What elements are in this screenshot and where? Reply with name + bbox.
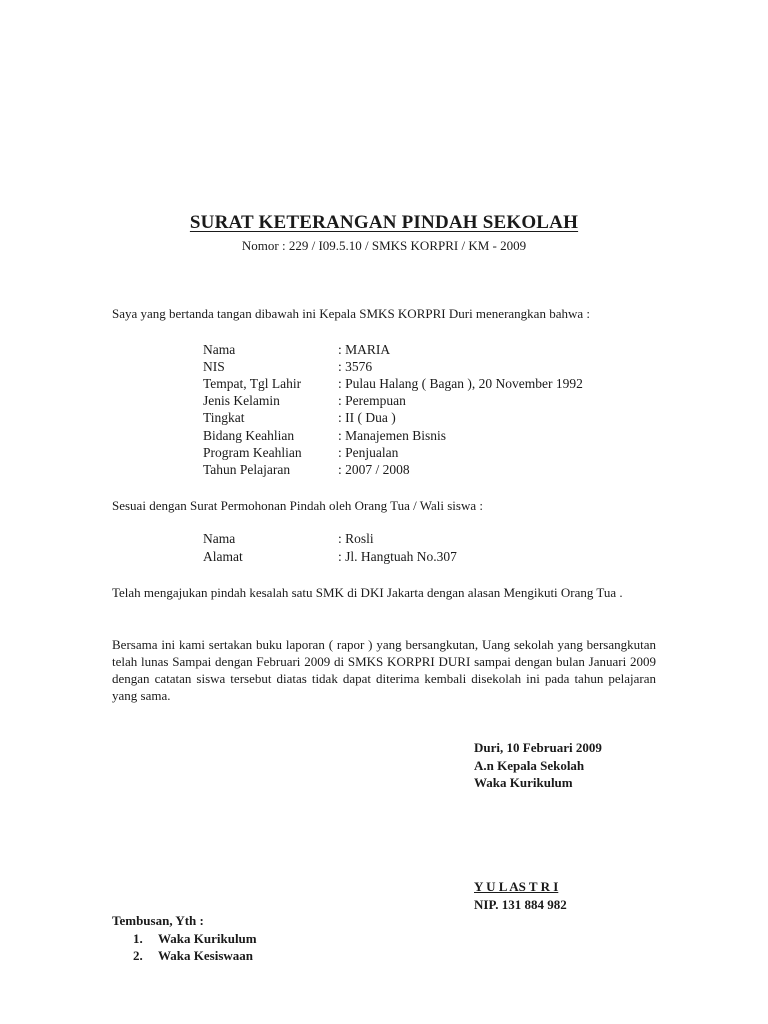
- intro-text: Saya yang bertanda tangan dibawah ini Kepala SMKS KORPRI Duri menerangkan bahwa :: [112, 306, 590, 321]
- student-label-level: Tingkat: [203, 410, 245, 425]
- parent-value-name: : Rosli: [338, 531, 374, 546]
- cc-item-text: Waka Kurikulum: [158, 931, 257, 946]
- student-label-field: Bidang Keahlian: [203, 428, 295, 443]
- student-label-year: Tahun Pelajaran: [203, 462, 291, 477]
- student-label-nis: NIS: [203, 359, 225, 374]
- details-paragraph: Bersama ini kami sertakan buku laporan ( rapor ) yang bersangkutan, Uang sekolah yang bersangkutan telah lunas Sampai dengan Februari 2009 di SMKS KORPRI DURI sampai dengan bulan Januari 2009 dengan catatan siswa tersebut diatas tidak dapat diterima kembali disekolah ini pada tahun pelajaran yang sama.: [112, 637, 656, 703]
- student-label-gender: Jenis Kelamin: [203, 393, 280, 408]
- signature-on-behalf: A.n Kepala Sekolah: [474, 758, 585, 773]
- cc-heading: Tembusan, Yth :: [112, 913, 204, 928]
- student-value-nama: : MARIA: [338, 342, 391, 357]
- cc-item-number: 2.: [133, 948, 143, 963]
- student-value-ttl: : Pulau Halang ( Bagan ), 20 November 1992: [338, 376, 583, 391]
- cc-item-text: Waka Kesiswaan: [158, 948, 253, 963]
- letter-number: Nomor : 229 / I09.5.10 / SMKS KORPRI / KM - 2009: [241, 238, 527, 253]
- signature-position: Waka Kurikulum: [474, 775, 573, 790]
- signatory-nip: NIP. 131 884 982: [474, 897, 567, 912]
- student-value-nis: : 3576: [338, 359, 373, 374]
- reason-paragraph: Telah mengajukan pindah kesalah satu SMK di DKI Jakarta dengan alasan Mengikuti Orang Tua .: [112, 585, 623, 600]
- cc-item-number: 1.: [133, 931, 143, 946]
- student-value-field: : Manajemen Bisnis: [338, 428, 446, 443]
- student-value-level: : II ( Dua ): [338, 410, 396, 425]
- letter-title: SURAT KETERANGAN PINDAH SEKOLAH: [189, 212, 579, 233]
- student-value-program: : Penjualan: [338, 445, 399, 460]
- student-value-gender: : Perempuan: [338, 393, 406, 408]
- student-value-year: : 2007 / 2008: [338, 462, 410, 477]
- parent-label-name: Nama: [203, 531, 236, 546]
- student-label-ttl: Tempat, Tgl Lahir: [203, 376, 302, 391]
- student-label-program: Program Keahlian: [203, 445, 302, 460]
- parent-label-address: Alamat: [203, 549, 243, 564]
- signatory-name: Y U L AS T R I: [474, 879, 559, 894]
- student-label-nama: Nama: [203, 342, 236, 357]
- parent-intro-text: Sesuai dengan Surat Permohonan Pindah oleh Orang Tua / Wali siswa :: [112, 498, 483, 513]
- parent-value-address: : Jl. Hangtuah No.307: [338, 549, 457, 564]
- signature-place-date: Duri, 10 Februari 2009: [474, 740, 602, 755]
